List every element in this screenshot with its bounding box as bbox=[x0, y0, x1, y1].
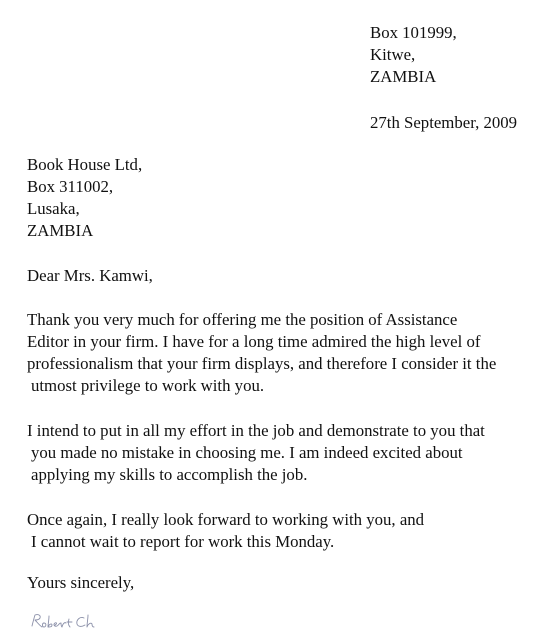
sender-address bbox=[370, 22, 457, 88]
sender-address-line: Kitwe, bbox=[370, 45, 416, 64]
paragraph-line: Thank you very much for offering me the position of Assistance bbox=[27, 310, 458, 329]
letter-date: 27th September, 2009 bbox=[370, 113, 518, 132]
sender-address-line: ZAMBIA bbox=[370, 67, 437, 86]
recipient-address-line: Box 311002, bbox=[27, 177, 114, 196]
recipient-address-line: Lusaka, bbox=[27, 199, 80, 218]
salutation: Dear Mrs. Kamwi, bbox=[27, 266, 153, 285]
paragraph-line: I intend to put in all my effort in the job and demonstrate to you that bbox=[27, 421, 485, 440]
body-paragraph-1 bbox=[27, 309, 496, 397]
paragraph-line: you made no mistake in choosing me. I am indeed excited about bbox=[31, 443, 463, 462]
closing: Yours sincerely, bbox=[27, 573, 135, 592]
body-paragraph-2 bbox=[27, 420, 485, 486]
paragraph-line: professionalism that your firm displays, and therefore I consider it the bbox=[27, 354, 497, 373]
paragraph-line: I cannot wait to report for work this Monday. bbox=[31, 532, 335, 551]
body-paragraph-3 bbox=[27, 509, 424, 553]
paragraph-line: Editor in your firm. I have for a long time admired the high level of bbox=[27, 332, 481, 351]
signature bbox=[30, 612, 110, 630]
recipient-address bbox=[27, 154, 142, 242]
sender-address-line: Box 101999, bbox=[370, 23, 457, 42]
paragraph-line: Once again, I really look forward to working with you, and bbox=[27, 510, 425, 529]
recipient-address-line: ZAMBIA bbox=[27, 221, 94, 240]
paragraph-line: utmost privilege to work with you. bbox=[31, 376, 265, 395]
recipient-address-line: Book House Ltd, bbox=[27, 155, 143, 174]
paragraph-line: applying my skills to accomplish the job. bbox=[31, 465, 308, 484]
